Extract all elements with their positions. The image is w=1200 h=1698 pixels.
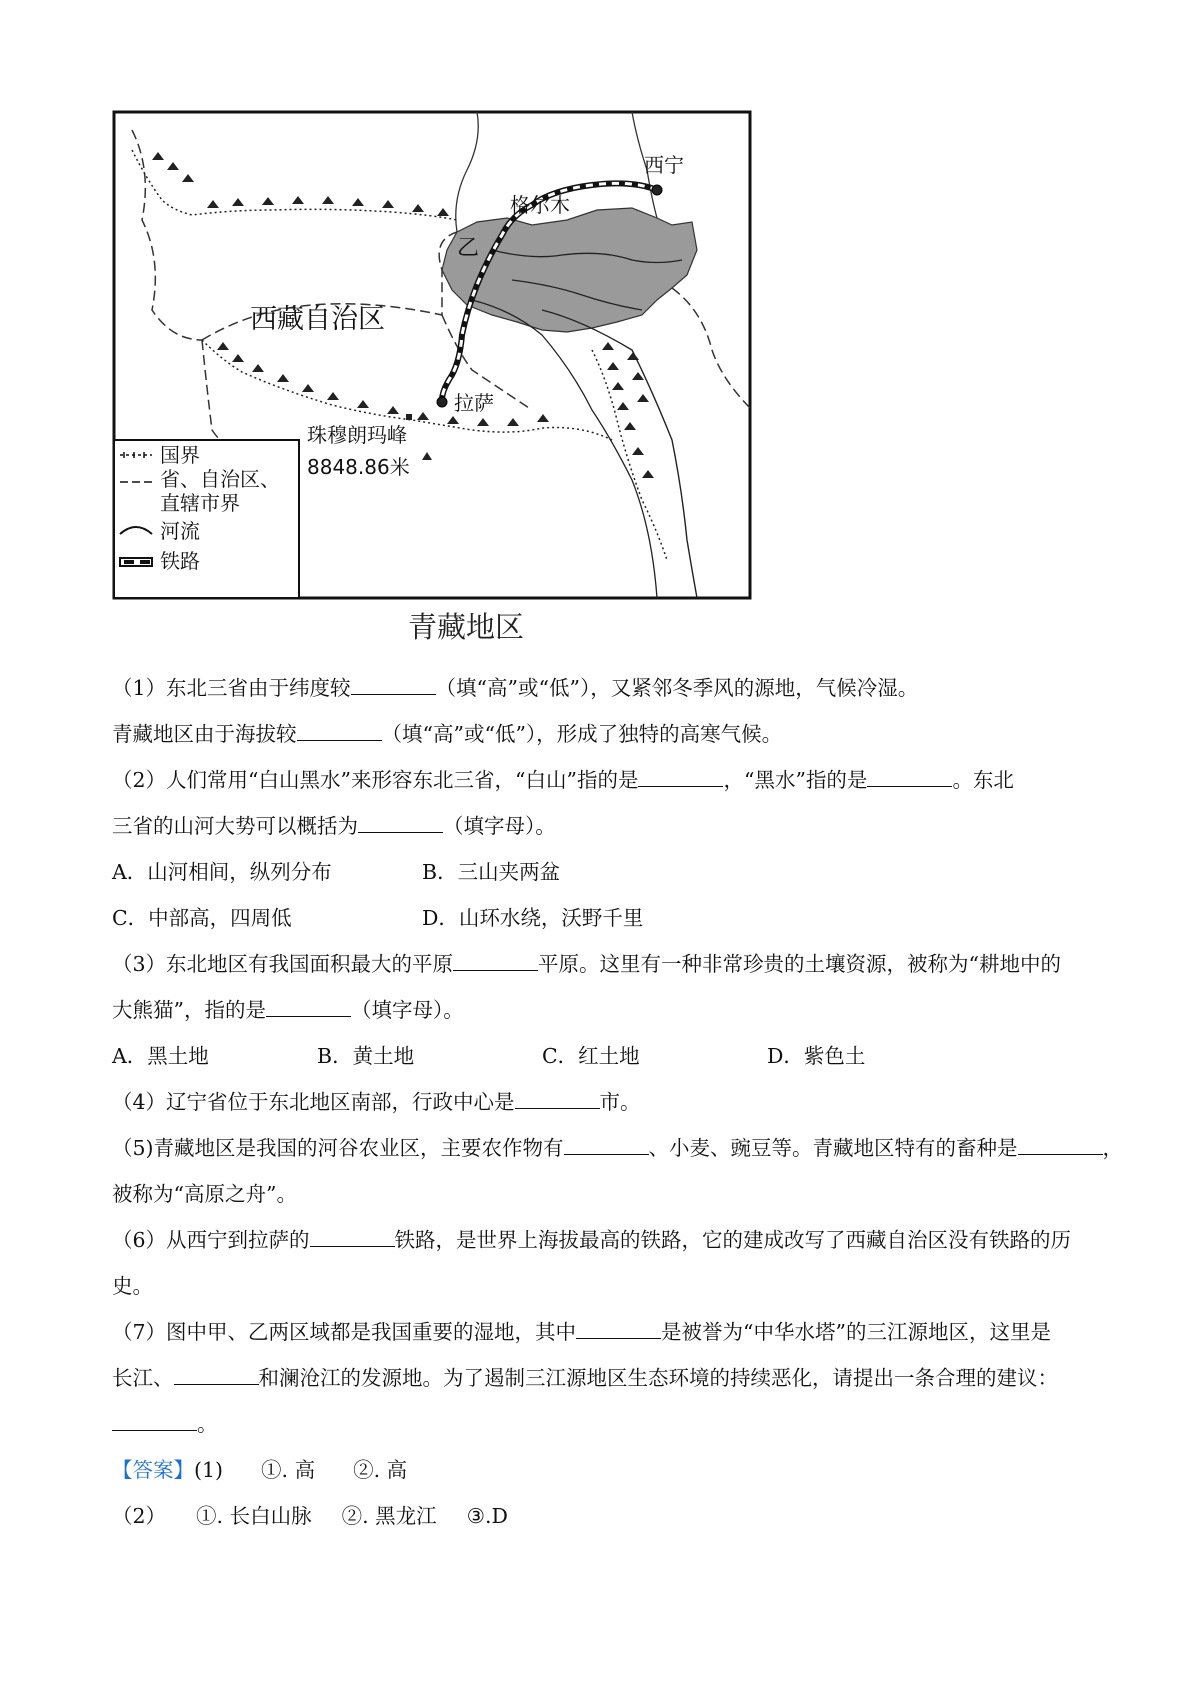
q6-line-a [112,1217,1097,1263]
q2-option-d: D．山环水绕，沃野千里 [422,906,644,930]
q3-option-d: D．紫色土 [767,1044,866,1068]
answer-blank [297,722,382,741]
q1a-post: （填“高”或“低”），又紧邻冬季风的源地，气候冷湿。 [435,676,919,700]
answer-blank [174,1366,259,1385]
map-legend [114,440,299,598]
q6a-pre: （6）从西宁到拉萨的 [112,1228,310,1252]
label-lhasa: 拉萨 [454,391,494,415]
q3a-post: 平原。这里有一种非常珍贵的土壤资源，被称为“耕地中的 [538,952,1062,976]
answer-2-item-2: ②. 黑龙江 [341,1504,437,1528]
q2-options-ab [112,849,1097,895]
legend-river: 河流 [160,519,200,543]
q2-options-cd [112,895,1097,941]
q2b-post: （填字母）。 [443,814,556,838]
q7a-post: 是被誉为“中华水塔”的三江源地区，这里是 [661,1320,1052,1344]
q5b: 被称为“高原之舟”。 [112,1182,297,1206]
q7b-pre: 长江、 [112,1366,174,1390]
q1-line-b [112,711,1097,757]
legend-railway: 铁路 [160,549,200,573]
answer-2-item-3: ③.D [466,1504,508,1528]
answer-2-item-1: ①. 长白山脉 [196,1504,312,1528]
label-tibet: 西藏自治区 [250,304,385,335]
label-geermu: 格尔木 [510,193,570,217]
q7b-post: 和澜沧江的发源地。为了遏制三江源地区生态环境的持续恶化，请提出一条合理的建议： [258,1366,1058,1390]
answer-1-item-2: ②. 高 [353,1458,408,1482]
q5a-mid: 、小麦、豌豆等。青藏地区特有的畜种是 [648,1136,1018,1160]
q7-line-a [112,1309,1097,1355]
q4-post: 市。 [599,1090,641,1114]
q3-options [112,1033,1097,1079]
q4-pre: （4）辽宁省位于东北地区南部，行政中心是 [112,1090,515,1114]
answer-blank [638,768,723,787]
q7-line-b [112,1355,1097,1401]
map-title: 青藏地区 [408,610,525,644]
legend-municipality: 直辖市界 [160,491,240,515]
label-height: 8848.86米 [307,455,410,479]
q2a-mid: ，“黑水”指的是 [723,768,868,792]
q5a-post: ， [1102,1136,1124,1160]
q1b-post: （填“高”或“低”），形成了独特的高寒气候。 [381,722,783,746]
q2-line-b [112,803,1097,849]
answer-1-item-1: ①. 高 [261,1458,316,1482]
q2b-pre: 三省的山河大势可以概括为 [112,814,358,838]
q1-line-a [112,665,1097,711]
q5a-pre: （5)青藏地区是我国的河谷农业区，主要农作物有 [112,1136,564,1160]
q3-option-a: A．黑土地 [112,1044,209,1068]
answer-blank [266,998,351,1017]
q5-line-a [112,1125,1124,1171]
q3b-pre: 大熊猫”，指的是 [112,998,266,1022]
answer-blank [515,1090,600,1109]
q7c-post: 。 [197,1412,218,1436]
answer-line-2 [112,1493,1097,1539]
q2a-pre: （2）人们常用“白山黑水”来形容东北三省，“白山”指的是 [112,768,639,792]
question-block [112,665,1124,1539]
xining-dot [652,185,662,195]
q4-line [112,1079,1097,1125]
q1b-pre: 青藏地区由于海拔较 [112,722,297,746]
q3-line-b [112,987,1097,1033]
q3-option-c: C．红土地 [542,1044,640,1068]
q2-line-a [112,757,1097,803]
label-everest: 珠穆朗玛峰 [307,423,407,447]
q3-line-a [112,941,1097,987]
q1a-pre: （1）东北三省由于纬度较 [112,676,351,700]
label-yi: 乙 [457,236,480,261]
q7-line-c [112,1401,1097,1447]
q2-option-c: C．中部高，四周低 [112,906,292,930]
answer-blank [867,768,952,787]
legend-province: 省、自治区、 [160,467,280,491]
answer-blank [310,1228,395,1247]
legend-border: 国界 [160,443,200,467]
answer-blank [112,1412,197,1431]
answer-1-num: (1) [194,1458,224,1482]
q7a-pre: （7）图中甲、乙两区域都是我国重要的湿地，其中 [112,1320,577,1344]
q2-option-a: A．山河相间，纵列分布 [112,860,332,884]
answer-blank [1018,1136,1103,1155]
q2-option-b: B．三山夹两盆 [422,860,561,884]
q5-line-b [112,1171,1097,1217]
answer-tag: 【答案】 [112,1458,194,1482]
q3-option-b: B．黄土地 [317,1044,415,1068]
answer-2-num: （2） [112,1504,167,1528]
qinghai-tibet-map [112,110,752,600]
everest-marker [406,414,412,420]
map-svg [112,110,752,600]
q2a-post: 。东北 [952,768,1014,792]
answer-line-1 [112,1447,1097,1493]
answer-blank [453,952,538,971]
q3b-post: （填字母）。 [350,998,464,1022]
q6-line-b [112,1263,1097,1309]
answer-blank [351,676,436,695]
answer-blank [564,1136,649,1155]
q3a-pre: （3）东北地区有我国面积最大的平原 [112,952,454,976]
lhasa-dot [437,397,447,407]
answer-blank [576,1320,661,1339]
q6a-post: 铁路，是世界上海拔最高的铁路，它的建成改写了西藏自治区没有铁路的历 [394,1228,1072,1252]
label-xining: 西宁 [644,153,684,177]
answer-blank [358,814,443,833]
q6b: 史。 [112,1274,153,1298]
